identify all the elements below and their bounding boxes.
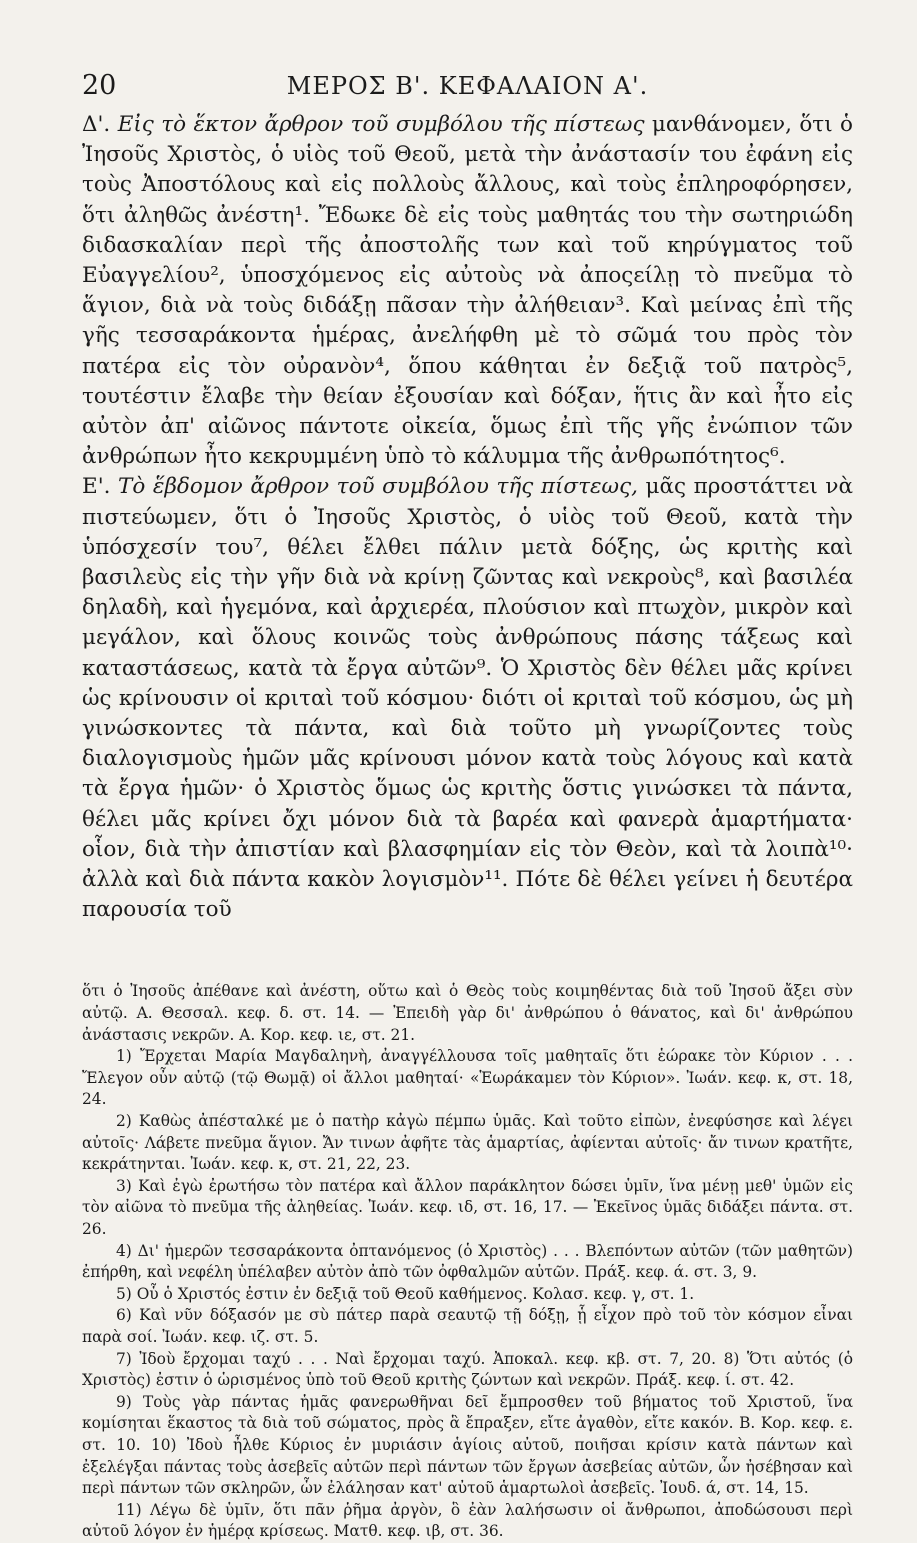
footnote-5: 5) Οὗ ὁ Χριστός ἐστιν ἐν δεξιᾷ τοῦ Θεοῦ καθήμενος. Κολασ. κεφ. γ, στ. 1. — [116, 1284, 695, 1303]
section-d-heading: Εἰς τὸ ἕκτον ἄρθρον τοῦ συμβόλου τῆς πίστεως — [117, 112, 645, 137]
footnote-1: 1) Ἔρχεται Μαρία Μαγδαληνὴ, ἀναγγέλλουσα τοῖς μαθηταῖς ὅτι ἑώρακε τὸν Κύριον . . . Ἔλεγον οὖν αὐτῷ (τῷ Θωμᾷ) οἱ ἄλλοι μαθηταί· «Ἑωράκαμεν τὸν Κύριον». Ἰωάν. κεφ. κ, στ. 18, 24. — [82, 1047, 853, 1109]
footnote-continuation: ὅτι ὁ Ἰησοῦς ἀπέθανε καὶ ἀνέστη, οὕτω καὶ ὁ Θεὸς τοὺς κοιμηθέντας διὰ τοῦ Ἰησοῦ ἄξει σὺν αὐτῷ. Α. Θεσσαλ. κεφ. δ. στ. 14. — Ἐπειδὴ γὰρ δι' ἀνθρώπου ὁ θάνατος, καὶ δι' ἀνθρώπου ἀνάστασις νεκρῶν. Α. Κορ. κεφ. ιε, στ. 21. — [82, 982, 853, 1044]
footnote-10: 10) Ἰδοὺ ἦλθε Κύριος ἐν μυριάσιν ἁγίοις αὐτοῦ, ποιῆσαι κρίσιν κατὰ πάντων καὶ ἐξελέγξαι πάντας τοὺς ἀσεβεῖς αὐτῶν περὶ πάντων τῶν ἔργων ἀσεβείας αὐτῶν, ὧν ἠσέβησαν καὶ περὶ πάντων τῶν σκληρῶν, ὧν ἐλάλησαν κατ' αὐτοῦ ἁμαρτωλοὶ ἀσεβεῖς. Ἰουδ. ά, στ. 14, 15. — [82, 1435, 853, 1498]
footnote-9-10 — [82, 1392, 853, 1500]
section-d-label: Δ'. — [82, 112, 111, 137]
footnote-4: 4) Δι' ἡμερῶν τεσσαράκοντα ὀπτανόμενος (ὁ Χριστὸς) . . . Βλεπόντων αὐτῶν (τῶν μαθητῶν) ἐπήρθη, καὶ νεφέλη ὑπέλαβεν αὐτὸν ἀπὸ τῶν ὀφθαλμῶν αὐτῶν. Πράξ. κεφ. ά. στ. 3, 9. — [82, 1241, 853, 1282]
running-title: ΜΕΡΟΣ Β'. ΚΕΦΑΛΑΙΟΝ Α'. — [286, 72, 649, 100]
footnote-3: 3) Καὶ ἐγὼ ἐρωτήσω τὸν πατέρα καὶ ἄλλον παράκλητον δώσει ὑμῖν, ἵνα μένῃ μεθ' ὑμῶν εἰς τὸν αἰῶνα τὸ πνεῦμα τῆς ἀληθείας. Ἰωάν. κεφ. ιδ, στ. 16, 17. — Ἐκεῖνος ὑμᾶς διδάξει πάντα. στ. 26. — [82, 1176, 853, 1239]
page-header — [82, 58, 853, 110]
footnote-7-8 — [82, 1349, 853, 1392]
section-e-label: Ε'. — [82, 474, 111, 500]
footnote-8: 8) Ὅτι αὐτός (ὁ Χριστὸς) ἐστιν ὁ ὡρισμένος ὑπὸ τοῦ Θεοῦ κριτὴς ζώντων καὶ νεκρῶν. Πράξ. κεφ. ί. στ. 42. — [82, 1349, 853, 1390]
section-d-text: μανθάνομεν, ὅτι ὁ Ἰησοῦς Χριστὸς, ὁ υἱὸς τοῦ Θεοῦ, μετὰ τὴν ἀνάστασίν του ἐφάνη εἰς τοὺς Ἀποστόλους καὶ εἰς πολλοὺς ἄλλους, καὶ τοὺς ἐπληροφόρησεν, ὅτι ἀληθῶς ἀνέστη¹. Ἔδωκε δὲ εἰς τοὺς μαθητάς του τὴν σωτηριώδη διδασκαλίαν περὶ τῆς ἀποστολῆς των καὶ τοῦ κηρύγματος τοῦ Εὐαγγελίου², ὑποσχόμενος εἰς αὐτοὺς νὰ ἀποςείλῃ τὸ πνεῦμα τὸ ἅγιον, διὰ νὰ τοὺς διδάξῃ πᾶσαν τὴν ἀλήθειαν³. Καὶ μείνας ἐπὶ τῆς γῆς τεσσαράκοντα ἡμέρας, ἀνελήφθη μὲ τὸ σῶμά του πρὸς τὸν πατέρα εἰς τὸν οὐρανὸν⁴, ὅπου κάθηται ἐν δεξιᾷ τοῦ πατρὸς⁵, τουτέστιν ἔλαβε τὴν θείαν ἐξουσίαν καὶ δόξαν, ἥτις ἂν καὶ ἦτο εἰς αὐτὸν ἀπ' αἰῶνος πάντοτε οἰκεία, ὅμως ἐπὶ τῆς γῆς ἐνώπιον τῶν ἀνθρώπων ἦτο κεκρυμμένη ὑπὸ τὸ κάλυμμα τῆς ἀνθρωπότητος⁶. — [82, 112, 853, 470]
footnote-7: 7) Ἰδοὺ ἔρχομαι ταχύ . . . Ναὶ ἔρχομαι ταχύ. Ἀποκαλ. κεφ. κβ. στ. 7, 20. — [116, 1349, 716, 1368]
main-text — [82, 110, 853, 925]
footnote-9: 9) Τοὺς γὰρ πάντας ἡμᾶς φανερωθῆναι δεῖ ἔμπροσθεν τοῦ βήματος τοῦ Χριστοῦ, ἵνα κομίσηται ἕκαστος τὰ διὰ τοῦ σώματος, πρὸς ἃ ἔπραξεν, εἴτε ἀγαθὸν, εἴτε κακόν. Β. Κορ. κεφ. ε. στ. 10. — [82, 1392, 853, 1454]
section-e-heading: Τὸ ἕβδομον ἄρθρον τοῦ συμβόλου τῆς πίστεως, — [118, 474, 638, 500]
footnote-11: 11) Λέγω δὲ ὑμῖν, ὅτι πᾶν ῥῆμα ἀργὸν, ὃ ἐὰν λαλήσωσιν οἱ ἄνθρωποι, ἀποδώσουσι περὶ αὐτοῦ λόγον ἐν ἡμέρᾳ κρίσεως. Ματθ. κεφ. ιβ, στ. 36. — [82, 1500, 853, 1541]
footnotes — [82, 981, 853, 1542]
section-e-paragraph — [82, 472, 853, 925]
footnote-2: 2) Καθὼς ἀπέσταλκέ με ὁ πατὴρ κἀγὼ πέμπω ὑμᾶς. Καὶ τοῦτο εἰπὼν, ἐνεφύσησε καὶ λέγει αὐτοῖς· Λάβετε πνεῦμα ἅγιον. Ἄν τινων ἀφῆτε τὰς ἁμαρτίας, ἀφίενται αὐτοῖς· ἄν τινων κρατῆτε, κεκράτηνται. Ἰωάν. κεφ. κ, στ. 21, 22, 23. — [82, 1112, 853, 1174]
footnote-6: 6) Καὶ νῦν δόξασόν με σὺ πάτερ παρὰ σεαυτῷ τῇ δόξῃ, ᾗ εἶχον πρὸ τοῦ τὸν κόσμον εἶναι παρὰ σοί. Ἰωάν. κεφ. ιζ. στ. 5. — [82, 1306, 853, 1346]
section-d-paragraph — [82, 110, 853, 472]
section-e-text: μᾶς προστάττει νὰ πιστεύωμεν, ὅτι ὁ Ἰησοῦς Χριστὸς, ὁ υἱὸς τοῦ Θεοῦ, κατὰ τὴν ὑπόσχεσίν του⁷, θέλει ἔλθει πάλιν μετὰ δόξης, ὡς κριτὴς καὶ βασιλεὺς εἰς τὴν γῆν διὰ νὰ κρίνῃ ζῶντας καὶ νεκροὺς⁸, καὶ βασιλέα δηλαδὴ, καὶ ἡγεμόνα, καὶ ἀρχιερέα, πλούσιον καὶ πτωχὸν, μικρὸν καὶ μεγάλον, καὶ ὅλους κοινῶς τοὺς ἀνθρώπους πάσης τάξεως καὶ καταστάσεως, κατὰ τὰ ἔργα αὐτῶν⁹. Ὁ Χριστὸς δὲν θέλει μᾶς κρίνει ὡς κρίνουσιν οἱ κριταὶ τοῦ κόσμου· διότι οἱ κριταὶ τοῦ κόσμου, ὡς μὴ γινώσκοντες τὰ πάντα, καὶ διὰ τοῦτο μὴ γνωρίζοντες τοὺς διαλογισμοὺς ἡμῶν μᾶς κρίνουσι μόνον κατὰ τοὺς λόγους καὶ κατὰ τὰ ἔργα ἡμῶν· ὁ Χριστὸς ὅμως ὡς κριτὴς ὅστις γινώσκει τὰ πάντα, θέλει μᾶς κρίνει ὄχι μόνον διὰ τὰ βαρέα καὶ φανερὰ ἁμαρτήματα· οἷον, διὰ τὴν ἀπιστίαν καὶ βλασφημίαν εἰς τὸν Θεὸν, καὶ τὰ λοιπὰ¹⁰· ἀλλὰ καὶ διὰ πάντα κακὸν λογισμὸν¹¹. Πότε δὲ θέλει γείνει ἡ δευτέρα παρουσία τοῦ — [82, 474, 853, 923]
page-number: 20 — [82, 70, 117, 101]
